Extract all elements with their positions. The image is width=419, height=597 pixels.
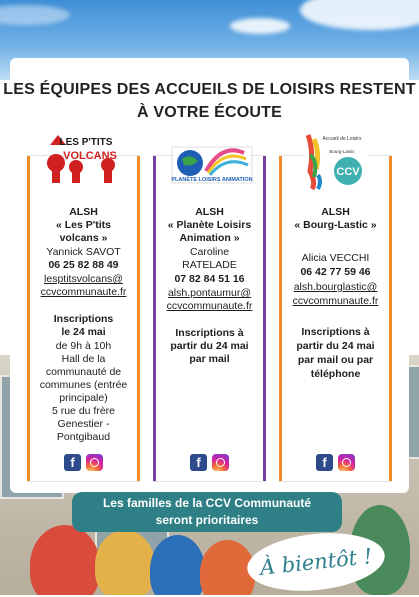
inscription-line: par mail ou par [297, 354, 374, 366]
card-name: « Bourg-Lastic » [294, 219, 377, 231]
card-type: ALSH [69, 206, 98, 218]
facebook-icon[interactable]: f [316, 454, 333, 471]
inscription-line: Inscriptions à [175, 327, 244, 339]
les-ptits-volcans-logo [28, 131, 139, 191]
phone-number[interactable]: 07 82 84 51 16 [174, 273, 245, 285]
inscription-line: Inscriptions à [301, 326, 370, 338]
card-name: « Planète Loisirs [167, 219, 252, 231]
detail-line: Pontgibaud [56, 431, 111, 443]
logo-ccv: CCV [336, 166, 360, 178]
planete-loisirs-animation-logo [154, 131, 265, 191]
inscription-date: le 24 mai [61, 326, 106, 338]
inscription-heading: Inscriptions [53, 313, 114, 325]
page-title [0, 78, 419, 124]
detail-line: principale) [59, 392, 108, 404]
detail-line: communes (entrée [39, 379, 128, 391]
svg-text:VOLCANS: VOLCANS [63, 150, 117, 162]
social-links [28, 454, 139, 471]
email-link[interactable]: alsh.bourglastic@ [293, 281, 378, 293]
card-type: ALSH [195, 206, 224, 218]
inscription-line: par mail [189, 353, 230, 365]
instagram-icon[interactable] [338, 454, 355, 471]
banner-line-2: seront prioritaires [155, 513, 259, 527]
card-name: volcans » [59, 232, 108, 244]
card-name: Animation » [179, 232, 240, 244]
facebook-icon[interactable]: f [64, 454, 81, 471]
priority-banner [72, 492, 342, 532]
contact-name: Alicia VECCHI [301, 252, 370, 264]
detail-line: de 9h à 10h [55, 340, 112, 352]
facebook-icon[interactable]: f [190, 454, 207, 471]
svg-text:PLANÈTE LOISIRS ANIMATION: PLANÈTE LOISIRS ANIMATION [171, 177, 253, 183]
bourg-lastic-logo [280, 131, 391, 191]
detail-line: Hall de la [61, 353, 106, 365]
closing-message: À bientôt ! [244, 527, 387, 597]
email-link[interactable]: lesptitsvolcans@ [44, 273, 123, 285]
inscription-line: partir du 24 mai [170, 340, 249, 352]
detail-line: 5 rue du frère [51, 405, 116, 417]
detail-line: communauté de [45, 366, 122, 378]
contact-name: Yannick SAVOT [46, 246, 121, 258]
inscription-line: téléphone [310, 368, 361, 380]
email-link[interactable]: ccvcommunaute.fr [40, 286, 127, 298]
card-name: « Les P'tits [55, 219, 112, 231]
inscription-line: partir du 24 mai [296, 340, 375, 352]
social-links [154, 454, 265, 471]
card-bourg-lastic [279, 136, 392, 482]
svg-text:LES P'TITS: LES P'TITS [59, 137, 113, 148]
detail-line: Genestier - [57, 418, 110, 430]
contact-name: Caroline [189, 246, 230, 258]
title-line-1: LES ÉQUIPES DES ACCUEILS DE LOISIRS RESTENT [3, 81, 416, 98]
card-planete-loisirs-animation [153, 155, 266, 482]
title-line-2: À VOTRE ÉCOUTE [136, 104, 283, 121]
phone-number[interactable]: 06 25 82 88 49 [48, 259, 119, 271]
email-link[interactable]: alsh.pontaumur@ [167, 287, 252, 299]
instagram-icon[interactable] [86, 454, 103, 471]
phone-number[interactable]: 06 42 77 59 46 [300, 266, 371, 278]
card-les-ptits-volcans [27, 137, 140, 482]
email-link[interactable]: ccvcommunaute.fr [166, 300, 253, 312]
social-links [280, 454, 391, 471]
logo-title: Accueil de Loisirs [322, 136, 362, 142]
logo-sub: Bourg-Lastic [329, 149, 355, 154]
banner-line-1: Les familles de la CCV Communauté [102, 496, 312, 510]
card-type: ALSH [321, 206, 350, 218]
contact-name: RATELADE [182, 259, 237, 271]
instagram-icon[interactable] [212, 454, 229, 471]
email-link[interactable]: ccvcommunaute.fr [292, 295, 379, 307]
